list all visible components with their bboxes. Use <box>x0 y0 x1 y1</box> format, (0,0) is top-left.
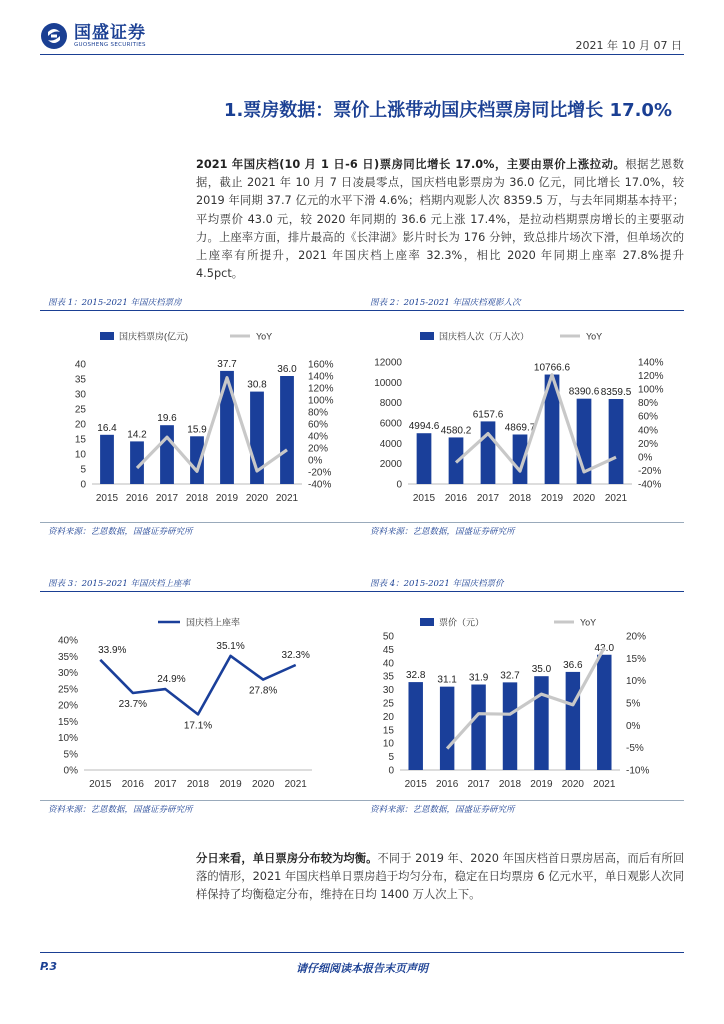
y-tick-label: 25 <box>382 698 394 710</box>
legend-swatch-bar <box>100 332 114 340</box>
x-tick-label: 2021 <box>593 779 616 790</box>
data-label: 32.8 <box>405 670 426 682</box>
bar <box>503 682 517 770</box>
paragraph-body: 不同于 2019 年、2020 年国庆档首日票房居高，而后有所回落的情形，2021 年国庆档单日票房趋于均匀分布，稳定在日均票房 6 亿元水平，单日观影人次同样保持了均衡稳定分布，维持在日均 1400 万人次上下。 <box>196 852 684 902</box>
report-date: 2021 年 10 月 07 日 <box>575 39 682 52</box>
paragraph-box-office <box>196 156 684 283</box>
data-label: 8359.5 <box>600 387 632 399</box>
y2-tick-label: 0% <box>626 720 641 732</box>
x-tick-label: 2019 <box>540 493 564 504</box>
company-logo <box>40 22 146 50</box>
y2-tick-label: 120% <box>308 383 334 395</box>
footer-divider <box>40 952 684 953</box>
bar <box>597 655 611 770</box>
y-tick-label: 8000 <box>379 398 402 410</box>
footer-disclaimer: 请仔细阅读本报告末页声明 <box>296 962 428 975</box>
data-label: 23.7% <box>118 698 148 710</box>
y2-tick-label: -10% <box>626 765 650 777</box>
y2-tick-label: 100% <box>308 395 334 407</box>
y2-tick-label: 140% <box>638 357 664 369</box>
figure-3-title: 图表 3：2015-2021 年国庆档上座率 <box>48 579 190 589</box>
logo-english: GUOSHENG SECURITIES <box>74 41 146 48</box>
x-tick-label: 2017 <box>155 493 179 504</box>
page-header <box>0 0 724 60</box>
bar <box>609 399 624 484</box>
data-label: 14.2 <box>127 429 147 441</box>
bar <box>408 682 422 770</box>
y-tick-label: 30 <box>74 389 86 401</box>
legend-label: 国庆档票房(亿元) <box>119 331 188 342</box>
x-tick-label: 2021 <box>604 493 628 504</box>
bar <box>160 425 174 484</box>
y2-tick-label: -20% <box>308 467 332 479</box>
logo-chinese: 国盛证券 <box>74 22 146 43</box>
y-tick-label: 0 <box>388 765 394 777</box>
chart-box-office <box>44 320 354 510</box>
data-label: 6157.6 <box>472 409 504 421</box>
y2-tick-label: 0% <box>308 455 323 467</box>
data-label: 19.6 <box>157 413 177 425</box>
y2-tick-label: -20% <box>638 465 662 477</box>
bar <box>566 672 580 770</box>
x-tick-label: 2021 <box>284 779 307 790</box>
data-label: 35.0 <box>531 664 552 676</box>
section-title: 1.票房数据：票价上涨带动国庆档票房同比增长 17.0% <box>223 100 672 121</box>
y-tick-label: 35 <box>382 671 394 683</box>
y2-tick-label: 10% <box>626 676 647 688</box>
y2-tick-label: 80% <box>638 398 659 410</box>
y-tick-label: 4000 <box>379 438 402 450</box>
y2-tick-label: 80% <box>308 407 329 419</box>
legend-swatch-bar <box>420 618 434 626</box>
data-label: 17.1% <box>183 720 213 732</box>
legend-label: YoY <box>256 331 273 342</box>
y-tick-label: 30 <box>382 685 394 697</box>
y-tick-label: 10 <box>382 738 394 750</box>
legend-label: YoY <box>580 617 597 628</box>
y-tick-label: 25% <box>57 684 78 696</box>
data-label: 4869.7 <box>504 422 536 434</box>
paragraph-lead: 2021 年国庆档(10 月 1 日-6 日)票房同比增长 17.0%，主要由票价上涨拉动。 <box>196 158 626 171</box>
data-label: 43.0 <box>594 642 615 654</box>
figure-2-title: 图表 2：2015-2021 年国庆档观影人次 <box>370 298 521 308</box>
figure-1-title: 图表 1：2015-2021 年国庆档票房 <box>48 298 182 308</box>
data-label: 4580.2 <box>440 425 472 437</box>
data-label: 35.1% <box>216 640 245 652</box>
y-tick-label: 15 <box>382 725 394 737</box>
x-tick-label: 2020 <box>561 779 584 790</box>
paragraph-daily <box>196 850 684 905</box>
y-tick-label: 25 <box>74 404 86 416</box>
y-tick-label: 0% <box>63 765 78 777</box>
figure-4-source: 资料来源：艺恩数据，国盛证券研究所 <box>370 805 515 815</box>
figure-row1-top-line <box>40 310 684 311</box>
x-tick-label: 2015 <box>412 493 436 504</box>
y2-tick-label: 20% <box>626 631 647 643</box>
legend-label: 国庆档上座率 <box>186 617 241 628</box>
x-tick-label: 2020 <box>572 493 596 504</box>
chart-attendance <box>364 320 684 510</box>
figure-3-source: 资料来源：艺恩数据，国盛证券研究所 <box>48 805 193 815</box>
y2-tick-label: -5% <box>626 743 644 755</box>
y-tick-label: 40 <box>382 658 394 670</box>
legend-label: YoY <box>586 331 603 342</box>
legend-label: 票价（元） <box>439 617 485 628</box>
y-tick-label: 20 <box>74 419 86 431</box>
y-tick-label: 35 <box>74 374 86 386</box>
y-tick-label: 5 <box>80 464 86 476</box>
header-divider <box>40 54 684 55</box>
data-label: 4994.6 <box>408 421 440 433</box>
y2-tick-label: -40% <box>638 479 662 491</box>
y-tick-label: 50 <box>382 631 394 643</box>
x-tick-label: 2016 <box>436 779 459 790</box>
paragraph-body: 根据艺恩数据，截止 2021 年 10 月 7 日凌晨零点，国庆档电影票房为 36.0 亿元，同比增长 17.0%，较 2019 年同期 37.7 亿元的水平下滑 4.6%；档期内观影人次 8359.5 万，与去年同期基本持平；平均票价 43.0 元，较 2020 年同期的 36.6 元上涨 17.4%，是拉动档期票房增长的主要驱动力。上座率方面，排片最高的《长津湖》影片时长为 176 分钟，致总排片场次下滑，但单场次的上座率有所提升，2021 年国庆档上座率 32.3%，相比 2020 年同期上座率 27.8%提升 4.5pct。 <box>196 158 684 281</box>
data-label: 36.0 <box>277 364 297 375</box>
figure-4-title: 图表 4：2015-2021 年国庆档票价 <box>370 579 504 589</box>
y-tick-label: 10% <box>57 733 78 744</box>
data-label: 24.9% <box>157 674 186 686</box>
x-tick-label: 2018 <box>508 493 532 504</box>
x-tick-label: 2016 <box>125 493 149 504</box>
x-tick-label: 2017 <box>476 493 500 504</box>
y-tick-label: 5% <box>63 749 78 761</box>
y-tick-label: 40% <box>57 635 78 647</box>
legend-swatch-bar <box>420 332 434 340</box>
x-tick-label: 2016 <box>121 779 144 790</box>
x-tick-label: 2015 <box>89 779 112 790</box>
y2-tick-label: 160% <box>308 359 334 371</box>
y-tick-label: 10000 <box>374 377 402 389</box>
y-tick-label: 35% <box>57 651 78 663</box>
chart-ticket-price <box>364 606 684 791</box>
x-tick-label: 2015 <box>95 493 119 504</box>
y-tick-label: 45 <box>382 644 394 656</box>
bar <box>471 685 485 770</box>
data-label: 8390.6 <box>568 386 600 398</box>
x-tick-label: 2020 <box>252 779 275 790</box>
bar <box>481 421 496 484</box>
y2-tick-label: 0% <box>638 452 653 464</box>
y2-tick-label: 20% <box>638 438 659 450</box>
data-label: 31.9 <box>468 672 489 684</box>
legend-label: 国庆档人次（万人次） <box>439 331 530 342</box>
x-tick-label: 2017 <box>467 779 490 790</box>
data-label: 16.4 <box>97 422 117 434</box>
data-label: 27.8% <box>248 685 278 697</box>
data-label: 36.6 <box>563 659 583 671</box>
y2-tick-label: -40% <box>308 479 332 491</box>
y2-tick-label: 140% <box>308 371 334 383</box>
figure-row2-top-line <box>40 591 684 592</box>
x-tick-label: 2019 <box>530 779 553 790</box>
paragraph-lead: 分日来看，单日票房分布较为均衡。 <box>196 852 378 865</box>
bar <box>280 376 294 484</box>
y-tick-label: 15 <box>74 434 86 446</box>
y2-tick-label: 60% <box>308 419 329 431</box>
chart-occupancy <box>44 606 354 791</box>
y-tick-label: 6000 <box>379 418 402 430</box>
page-number: P.3 <box>40 960 58 973</box>
y2-tick-label: 60% <box>638 411 659 423</box>
x-tick-label: 2020 <box>245 493 269 504</box>
y2-tick-label: 40% <box>638 425 659 437</box>
data-label: 33.9% <box>98 644 127 656</box>
data-label: 37.7 <box>217 358 237 370</box>
figure-1-source: 资料来源：艺恩数据，国盛证券研究所 <box>48 527 193 537</box>
y-tick-label: 12000 <box>374 357 402 369</box>
bar <box>534 676 548 770</box>
data-label: 32.3% <box>281 650 310 662</box>
bar <box>417 433 432 484</box>
x-tick-label: 2018 <box>185 493 209 504</box>
guosheng-logo-icon <box>40 22 68 50</box>
figure-2-source: 资料来源：艺恩数据，国盛证券研究所 <box>370 527 515 537</box>
y2-tick-label: 100% <box>638 384 664 396</box>
data-label: 15.9 <box>187 424 207 436</box>
data-label: 32.7 <box>500 670 520 682</box>
x-tick-label: 2019 <box>215 493 239 504</box>
yoy-line <box>137 378 287 472</box>
y-tick-label: 30% <box>57 668 78 679</box>
x-tick-label: 2017 <box>154 779 177 790</box>
x-tick-label: 2018 <box>186 779 210 790</box>
x-tick-label: 2019 <box>219 779 242 790</box>
x-tick-label: 2015 <box>404 779 427 790</box>
y2-tick-label: 120% <box>638 371 664 383</box>
y2-tick-label: 20% <box>308 443 329 455</box>
y-tick-label: 5 <box>388 752 394 764</box>
y-tick-label: 0 <box>80 479 86 491</box>
y-tick-label: 20 <box>382 711 394 723</box>
data-label: 31.1 <box>437 674 457 686</box>
y-tick-label: 0 <box>396 479 402 491</box>
x-tick-label: 2021 <box>275 493 299 504</box>
data-label: 10766.6 <box>533 362 571 374</box>
y-tick-label: 20% <box>57 700 78 712</box>
y2-tick-label: 40% <box>308 431 329 443</box>
y2-tick-label: 5% <box>626 698 641 710</box>
y-tick-label: 15% <box>57 716 78 728</box>
figure-row1-bottom-line <box>40 522 684 523</box>
y-tick-label: 40 <box>74 359 86 371</box>
x-tick-label: 2016 <box>444 493 468 504</box>
bar <box>440 687 454 770</box>
bar <box>100 435 114 484</box>
y-tick-label: 2000 <box>379 459 402 471</box>
y2-tick-label: 15% <box>626 653 647 665</box>
figure-row2-bottom-line <box>40 800 684 801</box>
data-label: 30.8 <box>247 379 267 391</box>
y-tick-label: 10 <box>74 449 86 461</box>
x-tick-label: 2018 <box>498 779 522 790</box>
